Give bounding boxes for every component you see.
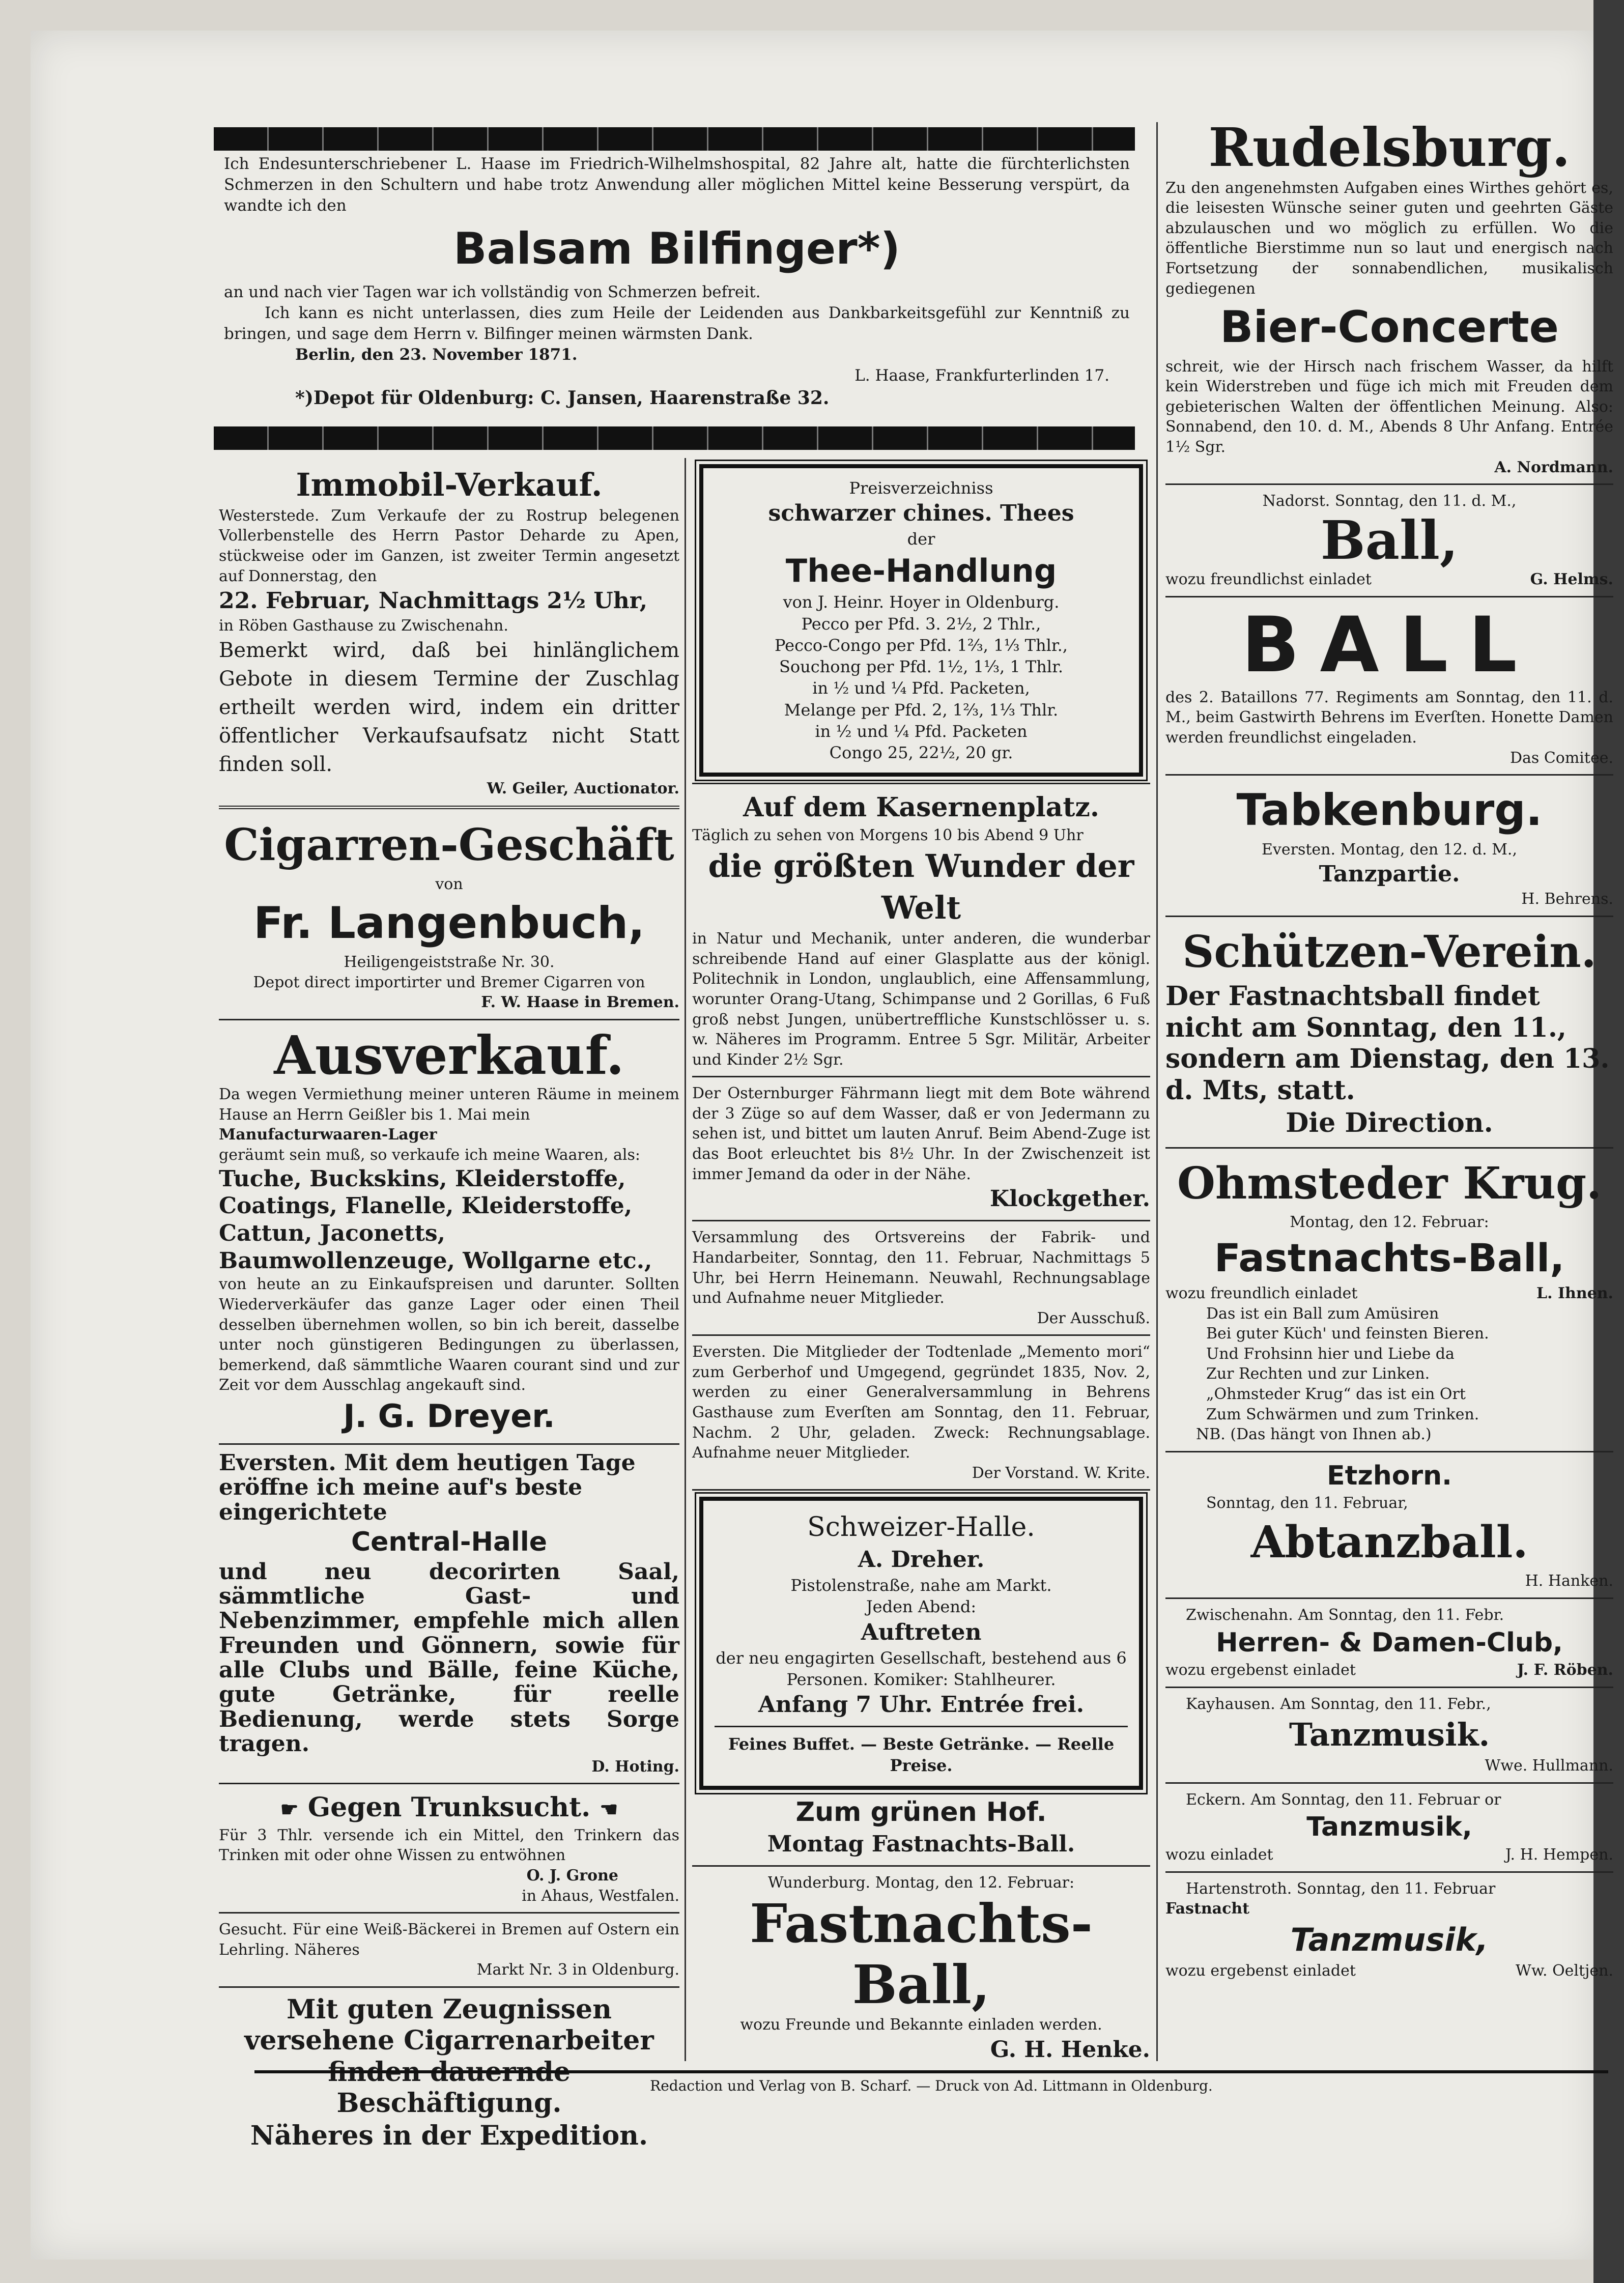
wunderburg-signature: G. H. Henke. (990, 2036, 1150, 2063)
thee-item: in ½ und ¼ Pfd. Packeten, (812, 678, 1030, 698)
eckern-headline: Tanzmusik, (1306, 1812, 1472, 1843)
ortsverein-signature: Der Ausschuß. (1037, 1309, 1150, 1327)
trunksucht-place: in Ahaus, Westfalen. (522, 1887, 679, 1905)
nadorst-footer (1165, 569, 1613, 590)
cigarren-name: Fr. Langenbuch, (253, 897, 645, 949)
gruenerhof-sub: Montag Fastnachts-Ball. (767, 1831, 1075, 1858)
etzhorn-signature: H. Hanken. (1525, 1572, 1613, 1590)
tabkenburg-title: Tabkenburg. (1236, 785, 1543, 836)
ad-ausverkauf (219, 1023, 679, 1437)
ornament-bar-top (214, 127, 1135, 151)
ad-schuetzen (1165, 923, 1613, 1141)
divider (1165, 1871, 1613, 1873)
ohmsteder-footer (1165, 1283, 1613, 1304)
imprint-footer: Redaction und Verlag von B. Scharf. — Druck von Ad. Littmann in Oldenburg. (650, 2077, 1213, 2094)
divider (692, 1334, 1150, 1336)
divider (1165, 1687, 1613, 1688)
hartenstroth-fastnacht: Fastnacht (1165, 1900, 1250, 1918)
immobil-text-1: Westerstede. Zum Verkaufe der zu Rostrup belegenen Vollerbenstelle des Herrn Pastor Deharde zu Apen, stückweise oder im Ganzen, ist zweiter Termin angesetzt auf Donnerstag, den (219, 506, 679, 585)
column-3 (1165, 117, 1613, 1981)
schweizerhalle-title: Schweizer-Halle. (807, 1512, 1035, 1543)
verse-line: „Ohmsteder Krug“ das ist ein Ort (1206, 1385, 1466, 1403)
bilfinger-text-1: Ich Endesunterschriebener L. Haase im Friedrich-Wilhelmshospital, 82 Jahre alt, hatte die fürchterlichsten Schmerzen in den Schultern und habe trotz Anwendung aller möglichen Mittel keine Besserung verspürt, da wandte ich den (224, 155, 1130, 215)
divider (692, 1076, 1150, 1077)
cigarrenarbeiter-expedition: Näheres in der Expedition. (250, 2120, 648, 2152)
immobil-text-3: Bemerkt wird, daß bei hinlänglichem Gebote in diesem Termine der Zuschlag ertheilt werden wird, indem ein dritter öffentlicher Verkaufsaufsatz nicht Statt finden soll. (219, 638, 679, 776)
ohmsteder-line: Montag, den 12. Februar: (1290, 1213, 1489, 1232)
schweizerhalle-owner: A. Dreher. (858, 1547, 985, 1573)
schuetzen-title: Schützen-Verein. (1182, 926, 1597, 978)
verse-line: Zum Schwärmen und zum Trinken. (1206, 1405, 1479, 1423)
kasernenplatz-text-2: in Natur und Mechanik, unter anderen, die wunderbar schreibende Hand auf einer Glasplatte aus der königl. Politechnik in London, unglaublich, eine Affensammlung, worunter Orang-Utang, Schimpanse und 2 Gorillas, 6 Fuß groß nebst Jungen, unübertreffliche Kunstschlösser u. s. w. Näheres im Programm. Entree 5 Sgr. Militär, Arbeiter und Kinder 2½ Sgr. (692, 930, 1150, 1069)
trunksucht-text: Für 3 Thlr. versende ich ein Mittel, den Trinkern das Trinken mit oder ohne Wissen zu entwöhnen (219, 1826, 679, 1865)
wunderburg-title: Fastnachts-Ball, (750, 1892, 1093, 2016)
hartenstroth-headline: Tanzmusik, (1290, 1921, 1489, 1958)
thee-item: Congo 25, 22½, 20 gr. (829, 743, 1013, 763)
cigarrenarbeiter-text: Mit guten Zeugnissen versehene Cigarrenarbeiter finden dauernde Beschäftigung. (244, 1994, 654, 2119)
ad-kayhausen (1165, 1694, 1613, 1776)
ad-todtenlade (692, 1342, 1150, 1483)
wunderburg-invite: wozu Freunde und Bekannte einladen werden. (740, 2016, 1102, 2034)
divider (692, 1220, 1150, 1221)
ausverkauf-text-3: von heute an zu Einkaufspreisen und darunter. Sollten Wiederverkäufer das ganze Lager oder einen Theil desselben übernehmen wollen, so bin ich bereit, dasselbe unter noch günstigeren Bedingungen zu überlassen, bemerkend, daß sämmtliche Waaren courant sind und zur Zeit vor dem Ausschlag angekauft sind. (219, 1275, 679, 1394)
schweizerhalle-address: Pistolenstraße, nahe am Markt. (790, 1576, 1052, 1595)
ad-bilfinger (224, 154, 1130, 410)
bilfinger-dateline: Berlin, den 23. November 1871. (295, 345, 578, 364)
ad-wunderburg (692, 1873, 1150, 2064)
ausverkauf-title: Ausverkauf. (274, 1023, 624, 1087)
tabkenburg-sub: Tanzpartie. (1319, 861, 1460, 888)
faehrmann-text: Der Osternburger Fährmann liegt mit dem Bote während der 3 Züge so auf dem Wasser, daß er von Jedermann zu sehen ist, und bittet um lauten Anruf. Beim Abend-Zuge ist das Boot erleuchtet bis 8½ Uhr. In der Zwischenzeit ist immer Jemand da oder in der Nähe. (692, 1085, 1150, 1183)
hartenstroth-signature: Ww. Oeltjen. (1516, 1961, 1613, 1980)
schuetzen-signature: Die Direction. (1286, 1107, 1493, 1138)
ausverkauf-lager: Manufacturwaaren-Lager (219, 1126, 437, 1144)
etzhorn-title: Etzhorn. (1327, 1460, 1452, 1491)
eckern-line: Eckern. Am Sonntag, den 11. Februar or (1186, 1790, 1501, 1809)
thee-item: Pecco per Pfd. 3. 2½, 2 Thlr., (801, 614, 1041, 634)
immobil-date: 22. Februar, Nachmittags 2½ Uhr, (219, 588, 648, 614)
ausverkauf-signature: J. G. Dreyer. (343, 1397, 555, 1435)
ohmsteder-signature: L. Ihnen. (1536, 1284, 1613, 1302)
immobil-title: Immobil-Verkauf. (296, 466, 603, 503)
ad-faehrmann (692, 1083, 1150, 1214)
divider (219, 1912, 679, 1914)
thee-line-3: der (907, 529, 935, 549)
verse-line: Bei guter Küch' und feinsten Bieren. (1206, 1325, 1489, 1343)
pointing-hand-right-icon: ☛ (280, 1797, 299, 1822)
column-separator (685, 458, 686, 2061)
thee-item: Melange per Pfd. 2, 1⅔, 1⅓ Thlr. (784, 700, 1059, 720)
kayhausen-signature: Wwe. Hullmann. (1485, 1757, 1613, 1775)
ad-centralhalle (219, 1451, 679, 1777)
immobil-signature: W. Geiler, Auctionator. (487, 779, 679, 797)
thee-item: Souchong per Pfd. 1½, 1⅓, 1 Thlr. (779, 657, 1064, 677)
kayhausen-line: Kayhausen. Am Sonntag, den 11. Febr., (1186, 1695, 1491, 1713)
bilfinger-headline: Balsam Bilfinger*) (453, 223, 900, 274)
gesucht-text: Gesucht. Für eine Weiß-Bäckerei in Bremen auf Ostern ein Lehrling. Näheres (219, 1921, 679, 1959)
zwischenahn-headline: Herren- & Damen-Club, (1216, 1627, 1563, 1658)
cigarren-von: von (435, 875, 463, 893)
kayhausen-headline: Tanzmusik. (1289, 1716, 1490, 1754)
divider (1165, 774, 1613, 776)
bilfinger-signature: L. Haase, Frankfurterlinden 17. (854, 366, 1109, 385)
schuetzen-text: Der Fastnachtsball findet nicht am Sonntag, den 11., sondern am Dienstag, den 13. d. Mts, statt. (1165, 981, 1610, 1106)
ad-cigarren (219, 816, 679, 1012)
zwischenahn-invite: wozu ergebenst einladet (1165, 1661, 1356, 1679)
divider (692, 783, 1150, 784)
kasernenplatz-text-1: Täglich zu sehen von Morgens 10 bis Abend 9 Uhr (692, 826, 1084, 844)
divider (692, 1865, 1150, 1867)
verse-line: Das ist ein Ball zum Amüsiren (1206, 1304, 1439, 1323)
thee-item: in ½ und ¼ Pfd. Packeten (815, 721, 1028, 741)
divider (1165, 1451, 1613, 1452)
tabkenburg-line: Eversten. Montag, den 12. d. M., (1262, 840, 1517, 859)
rudelsburg-text-2: schreit, wie der Hirsch nach frischem Wasser, da hilft kein Widerstreben und füge ich mich mit Freuden dem gebieterischen Walten der öffentlichen Meinung. Also: Sonnabend, den 10. d. M., Abends 8 Uhr Anfang. Entrée 1½ Sgr. (1165, 357, 1613, 456)
ad-cigarrenarbeiter (219, 1994, 679, 2154)
rudelsburg-headline: Bier-Concerte (1219, 302, 1559, 353)
divider (715, 1726, 1128, 1727)
column-separator (1156, 122, 1158, 2061)
rudelsburg-signature: A. Nordmann. (1494, 458, 1613, 476)
ad-trunksucht (219, 1790, 679, 1906)
ausverkauf-text-1: Da wegen Vermiethung meiner unteren Räume in meinem Hause an Herrn Geißler bis 1. Mai mein (219, 1086, 679, 1124)
rudelsburg-title: Rudelsburg. (1208, 116, 1571, 179)
cigarren-address: Heiligengeiststraße Nr. 30. (344, 953, 555, 972)
zwischenahn-line: Zwischenahn. Am Sonntag, den 11. Febr. (1186, 1606, 1504, 1624)
ad-schweizerhalle (699, 1497, 1143, 1789)
eckern-invite: wozu einladet (1165, 1846, 1273, 1864)
rudelsburg-text-1: Zu den angenehmsten Aufgaben eines Wirthes gehört es, die leisesten Wünsche seiner guten und geehrten Gäste abzulauschen und wo möglich zu erfüllen. Wo die öffentliche Bierstimme nun so laut und energisch nach Fortsetzung der sonnabendlichen, musikalisch gediegenen (1165, 179, 1613, 298)
etzhorn-line: Sonntag, den 11. Februar, (1206, 1494, 1408, 1513)
hartenstroth-invite: wozu ergebenst einladet (1165, 1961, 1356, 1980)
centralhalle-name: Central-Halle (351, 1526, 547, 1557)
ausverkauf-text-2: geräumt sein muß, so verkaufe ich meine Waaren, als: (219, 1146, 640, 1164)
cigarren-depot: Depot direct importirter und Bremer Cigarren von (253, 973, 645, 991)
schweizerhalle-buffet: Feines Buffet. — Beste Getränke. — Reelle Preise. (728, 1734, 1115, 1776)
ad-kasernenplatz (692, 790, 1150, 1070)
nadorst-title: Ball, (1320, 508, 1459, 572)
ad-thee (699, 464, 1143, 777)
ad-immobil (219, 464, 679, 798)
ball77-text: des 2. Bataillons 77. Regiments am Sonntag, den 11. d. M., beim Gastwirth Behrens im Everſten. Honette Damen werden freundlichst eingeladen. (1165, 688, 1613, 747)
divider (1165, 916, 1613, 917)
kasernenplatz-headline: die größten Wunder der Welt (708, 847, 1134, 927)
divider (1165, 1782, 1613, 1784)
nadorst-line: Nadorst. Sonntag, den 11. d. M., (1262, 492, 1517, 510)
ausverkauf-goods: Tuche, Buckskins, Kleiderstoffe, Coatings, Flanelle, Kleiderstoffe, Cattun, Jaconetts, Baumwollenzeuge, Wollgarne etc., (219, 1165, 652, 1274)
divider (1165, 596, 1613, 597)
divider (219, 1443, 679, 1445)
bottom-rule (254, 2070, 1608, 2073)
ball77-title: BALL (1241, 601, 1537, 690)
eckern-signature: J. H. Hempen. (1505, 1846, 1613, 1864)
column-1 (219, 464, 679, 2154)
hartenstroth-footer (1165, 1961, 1613, 1981)
cigarren-title: Cigarren-Geschäft (224, 819, 674, 871)
thee-line-2: schwarzer chines. Thees (768, 500, 1074, 527)
centralhalle-signature: D. Hoting. (591, 1757, 679, 1776)
divider (219, 1019, 679, 1020)
ad-ohmsteder (1165, 1155, 1613, 1445)
bilfinger-text-2: an und nach vier Tagen war ich vollständig von Schmerzen befreit. (224, 283, 761, 302)
centralhalle-text-1: Eversten. Mit dem heutigen Tage eröffne ich meine auf's beste eingerichtete (219, 1449, 636, 1525)
divider (219, 1986, 679, 1988)
ortsverein-text: Versammlung des Ortsvereins der Fabrik- und Handarbeiter, Sonntag, den 11. Februar, Nachmittags 5 Uhr, bei Herrn Heinemann. Neuwahl, Rechnungsablage und Aufnahme neuer Mitglieder. (692, 1229, 1150, 1307)
bilfinger-text-3: Ich kann es nicht unterlassen, dies zum Heile der Leidenden aus Dankbarkeitsgefühl zur Kenntniß zu bringen, und sage dem Herrn v. Bilfinger meinen wärmsten Dank. (224, 304, 1130, 344)
wunderburg-line: Wunderburg. Montag, den 12. Februar: (767, 1874, 1075, 1892)
ad-eckern (1165, 1790, 1613, 1865)
tabkenburg-signature: H. Behrens. (1521, 890, 1613, 908)
eckern-footer (1165, 1845, 1613, 1865)
ad-ball77 (1165, 601, 1613, 768)
schweizerhalle-text: der neu engagirten Gesellschaft, bestehend aus 6 Personen. Komiker: Stahlheurer. (716, 1648, 1127, 1689)
thee-line-5: von J. Heinr. Hoyer in Oldenburg. (783, 592, 1060, 612)
nadorst-invite: wozu freundlichst einladet (1165, 570, 1372, 589)
bilfinger-depot: *)Depot für Oldenburg: C. Jansen, Haarenstraße 32. (295, 387, 830, 409)
faehrmann-signature: Klockgether. (989, 1186, 1150, 1212)
zwischenahn-footer (1165, 1660, 1613, 1680)
todtenlade-text: Eversten. Die Mitglieder der Todtenlade „Memento mori“ zum Gerberhof und Umgegend, gegründet 1835, Nov. 2, werden zu einer Generalversammlung in Behrens Gasthause zum Everſten am Sonntag, den 11. Februar, Nachm. 2 Uhr, geladen. Zweck: Rechnungsablage. Aufnahme neuer Mitglieder. (692, 1343, 1150, 1462)
ad-tabkenburg (1165, 782, 1613, 909)
ad-etzhorn (1165, 1459, 1613, 1591)
kasernenplatz-title: Auf dem Kasernenplatz. (743, 792, 1099, 823)
thee-line-1: Preisverzeichniss (849, 478, 993, 498)
ball77-signature: Das Comitee. (1509, 749, 1613, 767)
verse-line: Und Frohsinn hier und Liebe da (1206, 1345, 1455, 1363)
ohmsteder-nb: NB. (Das hängt von Ihnen ab.) (1196, 1425, 1432, 1444)
ad-gesucht (219, 1920, 679, 1980)
ornament-bar-middle (214, 426, 1135, 450)
ad-hartenstroth (1165, 1879, 1613, 1981)
gruenerhof-title: Zum grünen Hof. (795, 1796, 1047, 1828)
zwischenahn-signature: J. F. Röben. (1517, 1661, 1613, 1679)
ad-ortsverein (692, 1228, 1150, 1328)
ad-gruenerhof (692, 1795, 1150, 1860)
divider (692, 1489, 1150, 1491)
trunksucht-signature: O. J. Grone (526, 1867, 618, 1885)
thee-item: Pecco-Congo per Pfd. 1⅔, 1⅓ Thlr., (775, 635, 1068, 655)
ad-zwischenahn (1165, 1605, 1613, 1680)
divider (1165, 1597, 1613, 1599)
pointing-hand-left-icon: ☚ (600, 1797, 618, 1822)
immobil-text-2: in Röben Gasthause zu Zwischenahn. (219, 617, 508, 635)
divider (1165, 483, 1613, 485)
schweizerhalle-auftreten: Auftreten (861, 1619, 982, 1645)
hartenstroth-line: Hartenstroth. Sonntag, den 11. Februar (1186, 1879, 1496, 1898)
ohmsteder-title: Ohmsteder Krug. (1177, 1157, 1602, 1209)
nadorst-signature: G. Helms. (1530, 570, 1613, 589)
thee-line-4: Thee-Handlung (785, 552, 1057, 589)
cigarren-depot-name: F. W. Haase in Bremen. (481, 993, 679, 1012)
centralhalle-text-2: und neu decorirten Saal, sämmtliche Gast- und Nebenzimmer, empfehle mich allen Freunden und Gönnern, sowie für alle Clubs und Bälle, feine Küche, gute Getränke, für reelle Bedienung, werde stets Sorge tragen. (219, 1558, 679, 1757)
ad-nadorst (1165, 491, 1613, 590)
ohmsteder-verse (1165, 1304, 1613, 1425)
schweizerhalle-anfang: Anfang 7 Uhr. Entrée frei. (758, 1692, 1085, 1718)
gesucht-address: Markt Nr. 3 in Oldenburg. (476, 1961, 679, 1979)
ohmsteder-headline: Fastnachts-Ball, (1214, 1235, 1565, 1280)
ohmsteder-invite: wozu freundlich einladet (1165, 1284, 1358, 1302)
divider (219, 806, 679, 809)
divider (1165, 1147, 1613, 1149)
verse-line: Zur Rechten und zur Linken. (1206, 1365, 1430, 1383)
column-2 (692, 459, 1150, 2065)
ad-rudelsburg (1165, 117, 1613, 477)
etzhorn-headline: Abtanzball. (1250, 1516, 1528, 1568)
schweizerhalle-jeden: Jeden Abend: (866, 1597, 977, 1617)
todtenlade-signature: Der Vorstand. W. Krite. (972, 1464, 1150, 1482)
divider (219, 1783, 679, 1784)
trunksucht-title: Gegen Trunksucht. (307, 1792, 591, 1823)
